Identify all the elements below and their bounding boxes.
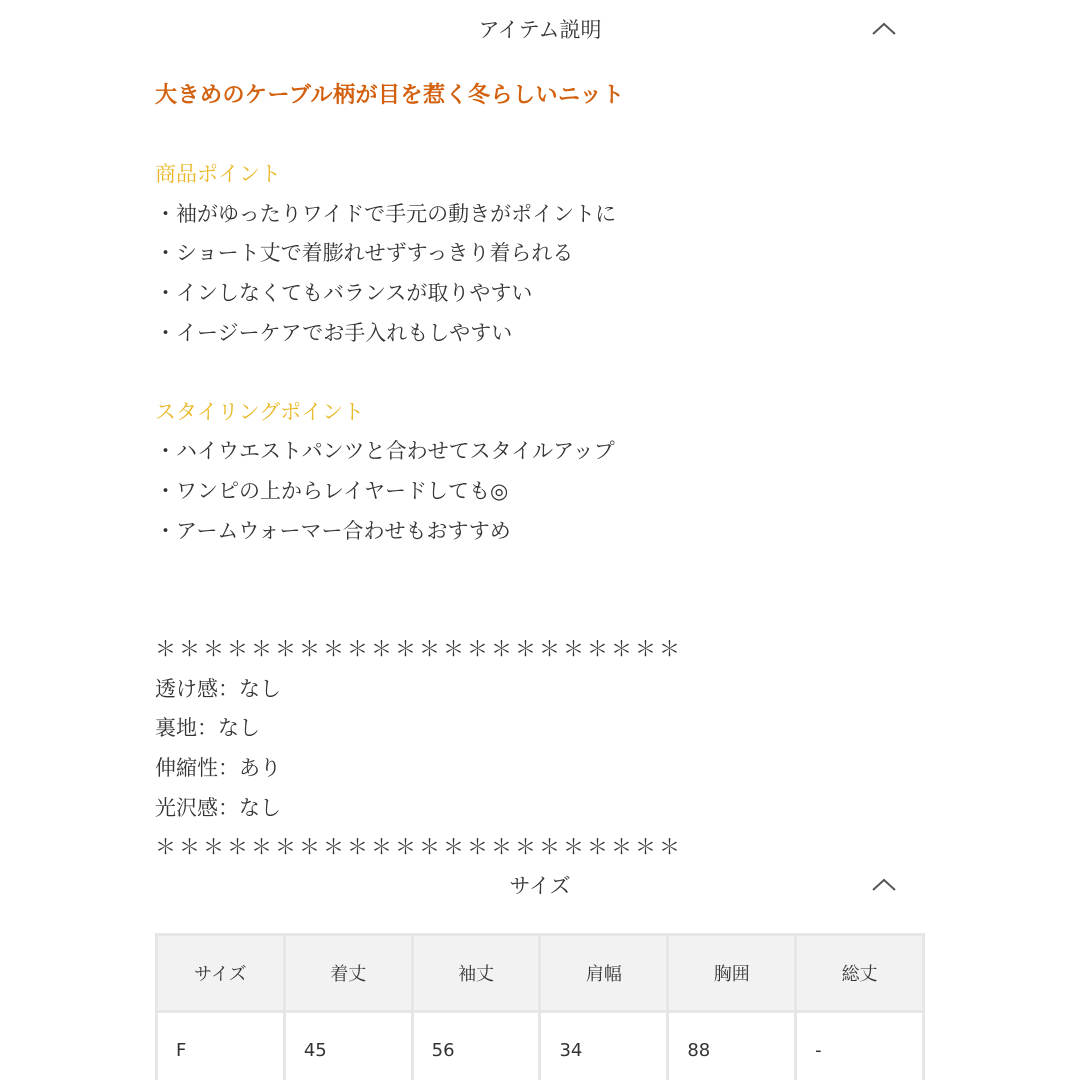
table-cell: 88	[668, 1012, 796, 1080]
table-cell: 56	[412, 1012, 540, 1080]
list-item: ・アームウォーマー合わせもおすすめ	[155, 518, 511, 543]
size-title: サイズ	[509, 874, 571, 898]
lead-copy: 大きめのケーブル柄が目を惹く冬らしいニット	[155, 83, 625, 108]
table-cell: 34	[540, 1012, 668, 1080]
table-cell: -	[796, 1012, 924, 1080]
table-cell: F	[157, 1012, 285, 1080]
item-description-title: アイテム説明	[478, 18, 602, 42]
list-item: ・袖がゆったりワイドで手元の動きがポイントに	[155, 201, 617, 226]
chevron-up-icon[interactable]	[871, 22, 897, 36]
header-chest: 胸囲	[668, 935, 796, 1012]
styling-points-heading: スタイリングポイント	[155, 399, 365, 424]
table-header-row	[157, 935, 924, 1012]
chevron-up-icon[interactable]	[871, 878, 897, 892]
item-description-header[interactable]	[155, 4, 925, 54]
header-shoulder: 肩幅	[540, 935, 668, 1012]
spec-item: 裏地：なし	[155, 716, 260, 741]
table-row	[157, 1012, 924, 1080]
list-item: ・イージーケアでお手入れもしやすい	[155, 320, 513, 345]
header-total-length: 総丈	[796, 935, 924, 1012]
list-item: ・ワンピの上からレイヤードしても◎	[155, 478, 509, 503]
product-points-heading: 商品ポイント	[155, 162, 281, 187]
header-sleeve: 袖丈	[412, 935, 540, 1012]
list-item: ・ショート丈で着膨れせずすっきり着られる	[155, 241, 574, 266]
list-item: ・ハイウエストパンツと合わせてスタイルアップ	[155, 439, 615, 464]
separator-bottom: ＊＊＊＊＊＊＊＊＊＊＊＊＊＊＊＊＊＊＊＊＊＊	[155, 835, 683, 860]
list-item: ・インしなくてもバランスが取りやすい	[155, 280, 533, 305]
separator-top: ＊＊＊＊＊＊＊＊＊＊＊＊＊＊＊＊＊＊＊＊＊＊	[155, 637, 683, 662]
header-size: サイズ	[157, 935, 285, 1012]
spec-item: 伸縮性：あり	[155, 755, 281, 780]
header-length: 着丈	[284, 935, 412, 1012]
spec-item: 光沢感：なし	[155, 795, 281, 820]
size-table	[155, 933, 925, 1080]
item-description-body	[155, 76, 915, 868]
table-cell: 45	[284, 1012, 412, 1080]
spec-item: 透け感：なし	[155, 676, 281, 701]
size-header[interactable]	[155, 860, 925, 910]
